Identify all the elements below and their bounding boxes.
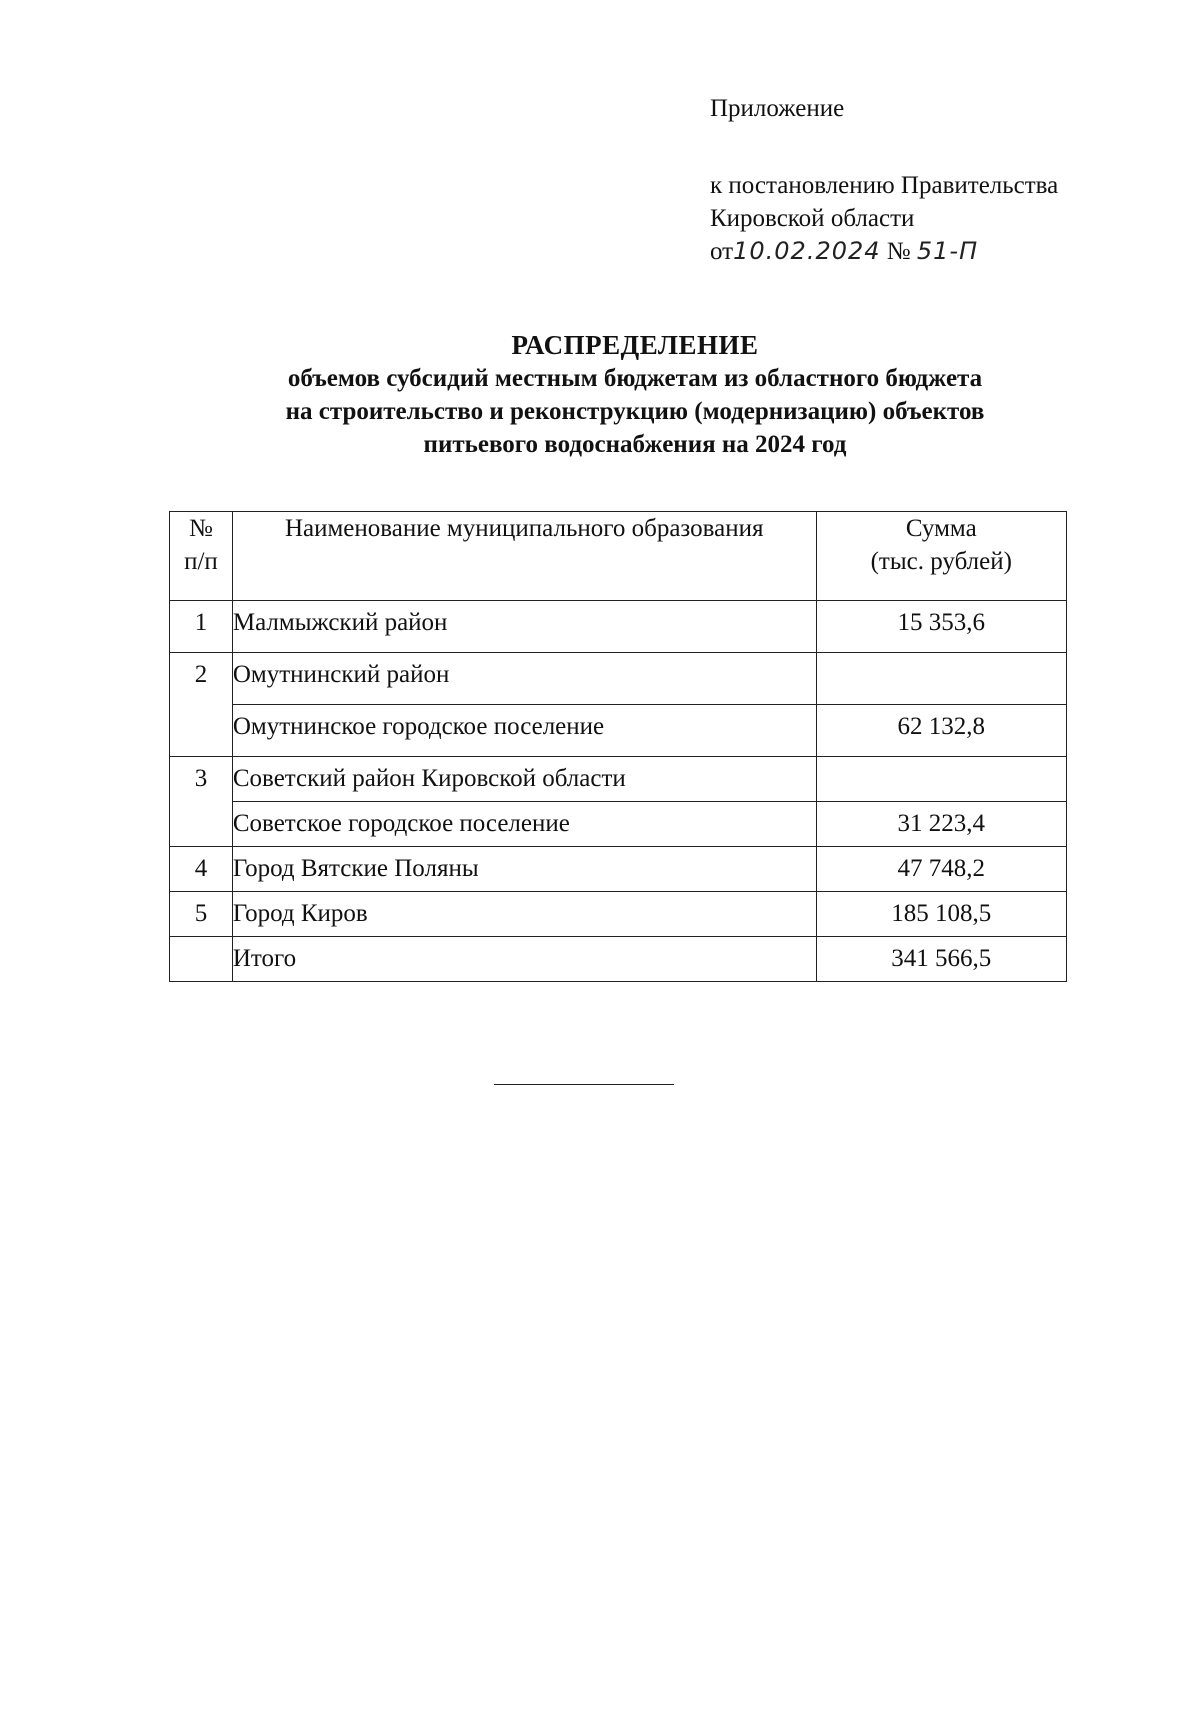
appendix-region-line: Кировской области bbox=[710, 205, 915, 232]
row-name: Омутнинский район bbox=[232, 661, 450, 688]
header-sum-label: Сумма bbox=[905, 515, 977, 542]
header-sum-unit: (тыс. рублей) bbox=[870, 548, 1012, 575]
row-name-cell bbox=[232, 653, 816, 705]
appendix-resolution-line: к постановлению Правительства bbox=[710, 172, 1059, 199]
row-name-cell bbox=[232, 892, 816, 937]
row-number: 3 bbox=[194, 765, 208, 792]
header-sum bbox=[816, 512, 1066, 601]
row-sum-cell bbox=[816, 892, 1066, 937]
row-name-cell bbox=[232, 757, 816, 802]
row-sum: 47 748,2 bbox=[897, 855, 986, 882]
handwritten-date: 10.02.2024 bbox=[733, 237, 881, 265]
table-row bbox=[170, 847, 1067, 892]
header-number-pp: п/п bbox=[184, 548, 218, 575]
row-number: 1 bbox=[194, 609, 208, 636]
row-number-cell bbox=[170, 601, 233, 653]
row-name: Город Киров bbox=[232, 900, 368, 927]
row-number-cell bbox=[170, 653, 233, 757]
row-number-cell bbox=[170, 847, 233, 892]
number-prefix: № bbox=[886, 238, 911, 265]
table-row bbox=[170, 757, 1067, 802]
appendix-block bbox=[710, 92, 1058, 268]
row-number: 2 bbox=[194, 661, 208, 688]
row-sum-cell bbox=[816, 653, 1066, 705]
row-sum-cell bbox=[816, 757, 1066, 802]
row-name: Омутнинское городское поселение bbox=[232, 713, 605, 740]
row-sum-cell bbox=[816, 802, 1066, 847]
document-title: РАСПРЕДЕЛЕНИЕ bbox=[511, 330, 759, 360]
row-sum-cell bbox=[816, 601, 1066, 653]
row-number-cell bbox=[170, 892, 233, 937]
header-number bbox=[170, 512, 233, 601]
row-sum-cell bbox=[816, 937, 1066, 982]
row-name: Малмыжский район bbox=[232, 609, 448, 636]
row-number-cell bbox=[170, 937, 233, 982]
row-sum: 62 132,8 bbox=[897, 713, 986, 740]
row-sum-cell bbox=[816, 705, 1066, 757]
subsidy-table bbox=[169, 511, 1067, 982]
table-row bbox=[170, 892, 1067, 937]
row-name-cell bbox=[232, 601, 816, 653]
row-name: Город Вятские Поляны bbox=[232, 855, 479, 882]
handwritten-number: 51-П bbox=[916, 237, 979, 265]
appendix-date-line bbox=[710, 235, 1058, 268]
row-name-cell bbox=[232, 937, 816, 982]
header-name bbox=[232, 512, 816, 601]
row-sum bbox=[817, 653, 1066, 658]
row-number: 4 bbox=[194, 855, 208, 882]
end-divider-line bbox=[494, 1084, 674, 1085]
header-number-symbol: № bbox=[189, 515, 213, 542]
document-subtitle-line-2: на строительство и реконструкцию (модернизацию) объектов bbox=[285, 398, 985, 425]
row-number: 5 bbox=[194, 900, 208, 927]
row-sum: 15 353,6 bbox=[897, 609, 986, 636]
row-name: Советское городское поселение bbox=[232, 810, 570, 837]
row-number-cell bbox=[170, 757, 233, 847]
row-number bbox=[170, 937, 232, 942]
table-row bbox=[170, 802, 1067, 847]
row-sum: 185 108,5 bbox=[891, 900, 992, 927]
row-name-cell bbox=[232, 705, 816, 757]
header-name-text: Наименование муниципального образования bbox=[284, 515, 764, 542]
total-sum: 341 566,5 bbox=[891, 945, 992, 972]
table-total-row bbox=[170, 937, 1067, 982]
document-heading bbox=[0, 328, 1200, 461]
row-name: Советский район Кировской области bbox=[232, 765, 626, 792]
appendix-label: Приложение bbox=[710, 95, 845, 122]
total-label: Итого bbox=[232, 945, 297, 972]
table-header-row bbox=[170, 512, 1067, 601]
row-name-cell bbox=[232, 847, 816, 892]
document-subtitle-line-1: объемов субсидий местным бюджетам из областного бюджета bbox=[287, 365, 983, 392]
row-sum: 31 223,4 bbox=[897, 810, 986, 837]
row-sum-cell bbox=[816, 847, 1066, 892]
table-row bbox=[170, 653, 1067, 705]
table-row bbox=[170, 601, 1067, 653]
appendix-spacer bbox=[710, 125, 1058, 169]
table-row bbox=[170, 705, 1067, 757]
document-subtitle-line-3: питьевого водоснабжения на 2024 год bbox=[423, 431, 847, 458]
date-prefix: от bbox=[710, 238, 734, 265]
row-sum bbox=[817, 757, 1066, 762]
row-name-cell bbox=[232, 802, 816, 847]
